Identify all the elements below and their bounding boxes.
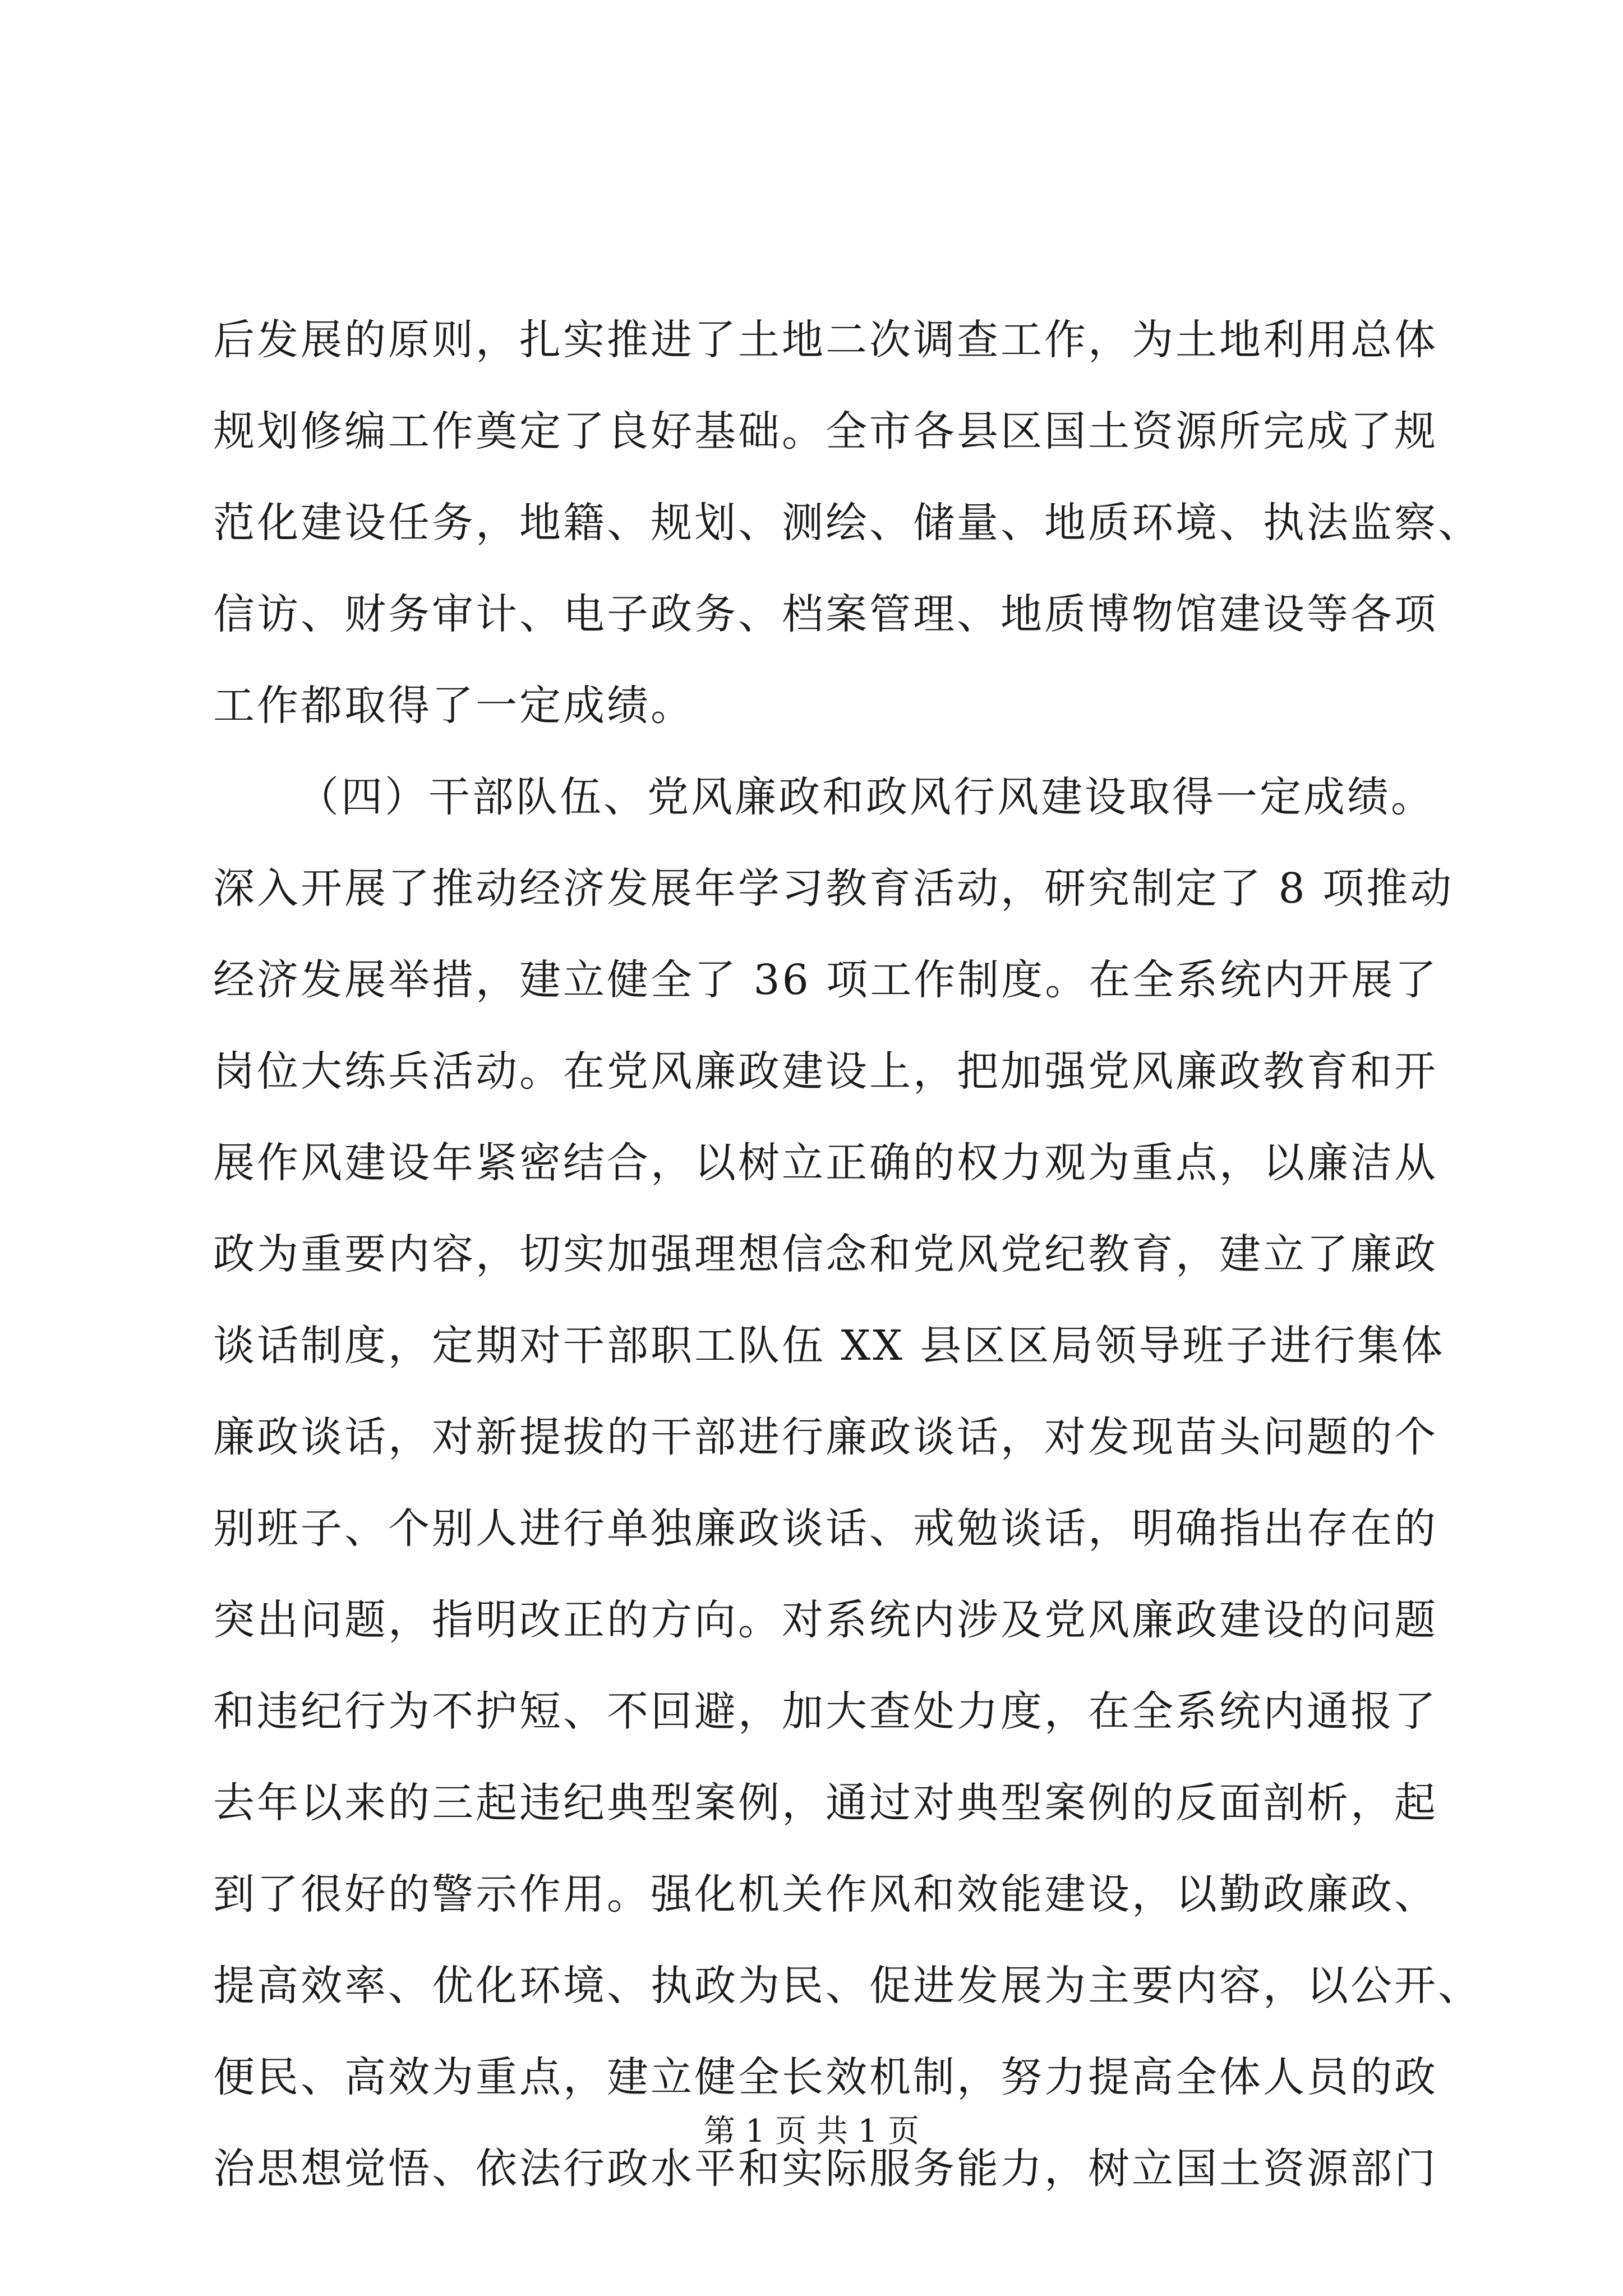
text-line: 信访、财务审计、电子政务、档案管理、地质博物馆建设等各项 xyxy=(213,590,1438,638)
text-line: 到了很好的警示作用。强化机关作风和效能建设，以勤政廉政、 xyxy=(213,1870,1438,1918)
text-line: 范化建设任务，地籍、规划、测绘、储量、地质环境、执法监察、 xyxy=(213,499,1482,547)
text-line: 治思想觉悟、依法行政水平和实际服务能力，树立国土资源部门 xyxy=(213,2145,1438,2193)
text-line: 规划修编工作奠定了良好基础。全市各县区国土资源所完成了规 xyxy=(213,407,1438,455)
text-line: 工作都取得了一定成绩。 xyxy=(213,682,694,730)
text-line: 政为重要内容，切实加强理想信念和党风党纪教育，建立了廉政 xyxy=(213,1230,1438,1278)
document-body xyxy=(213,295,1482,2215)
text-line: 岗位大练兵活动。在党风廉政建设上，把加强党风廉政教育和开 xyxy=(213,1047,1438,1096)
text-line: 展作风建设年紧密结合，以树立正确的权力观为重点，以廉洁从 xyxy=(213,1139,1438,1187)
text-line: 和违纪行为不护短、不回避，加大查处力度，在全系统内通报了 xyxy=(213,1687,1438,1736)
text-line: 突出问题，指明改正的方向。对系统内涉及党风廉政建设的问题 xyxy=(213,1596,1438,1644)
text-line: 提高效率、优化环境、执政为民、促进发展为主要内容，以公开、 xyxy=(213,1962,1482,2010)
text-line: 经济发展举措，建立健全了 36 项工作制度。在全系统内开展了 xyxy=(213,956,1439,1004)
text-line: 廉政谈话，对新提拔的干部进行廉政谈话，对发现苗头问题的个 xyxy=(213,1413,1438,1461)
text-line: 去年以来的三起违纪典型案例，通过对典型案例的反面剖析，起 xyxy=(213,1779,1438,1827)
section-heading-line: （四）干部队伍、党风廉政和政风行风建设取得一定成绩。 xyxy=(297,773,1435,821)
text-line: 深入开展了推动经济发展年学习教育活动，研究制定了 8 项推动 xyxy=(213,864,1454,913)
text-line: 便民、高效为重点，建立健全长效机制，努力提高全体人员的政 xyxy=(213,2053,1438,2101)
text-line: 后发展的原则，扎实推进了土地二次调查工作，为土地利用总体 xyxy=(213,316,1438,364)
page-footer: 第 1 页 共 1 页 xyxy=(703,2113,920,2150)
text-line: 别班子、个别人进行单独廉政谈话、戒勉谈话，明确指出存在的 xyxy=(213,1504,1438,1553)
text-line: 谈话制度，定期对干部职工队伍 XX 县区区局领导班子进行集体 xyxy=(213,1322,1445,1370)
